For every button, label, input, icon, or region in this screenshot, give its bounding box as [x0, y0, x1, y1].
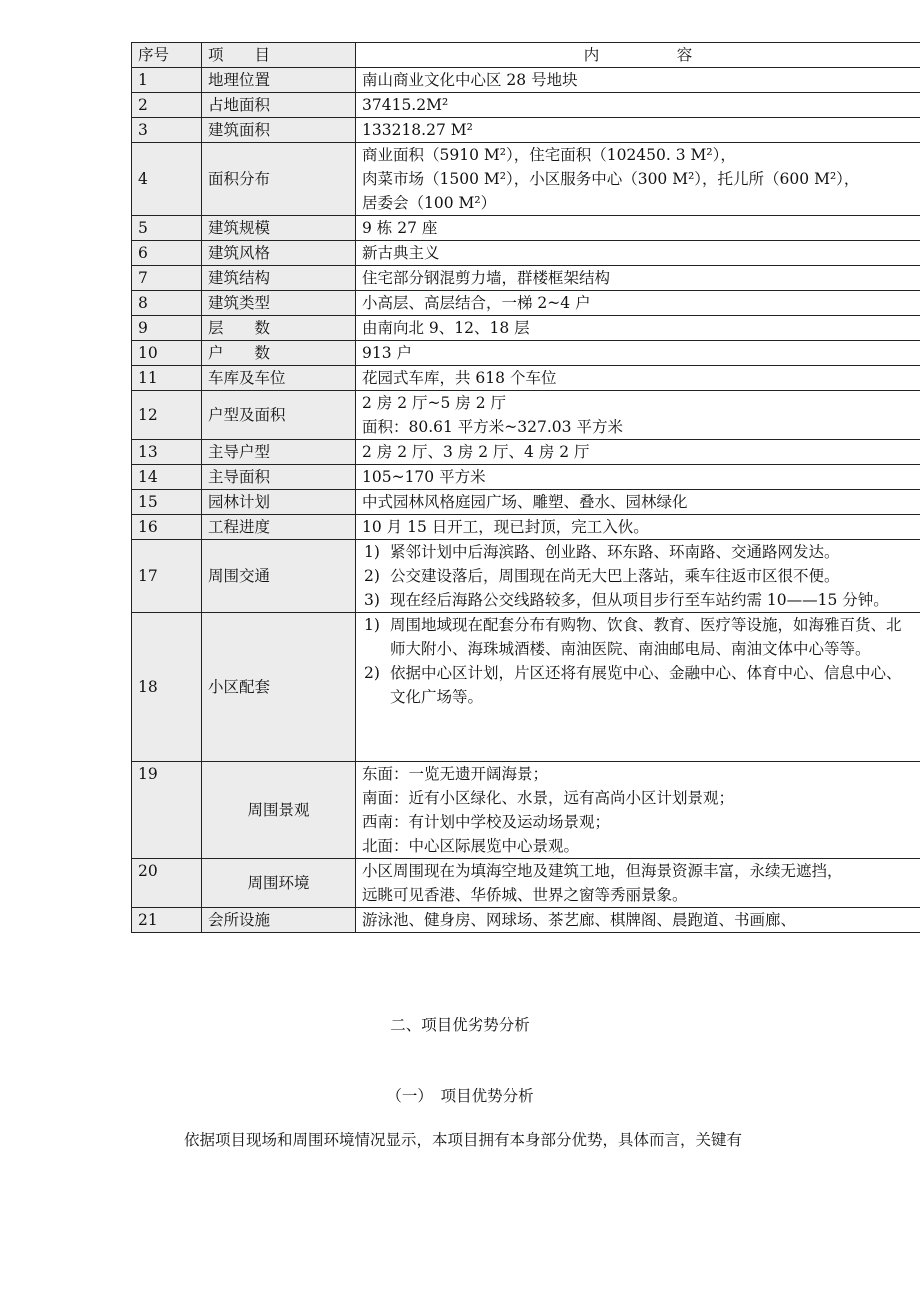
row-number: 6 — [132, 241, 202, 266]
table-row — [132, 540, 920, 613]
row-item: 建筑类型 — [202, 291, 356, 316]
content-cell — [356, 465, 920, 490]
content-line: 南山商业文化中心区 28 号地块 — [362, 71, 578, 89]
row-number: 14 — [132, 465, 202, 490]
content-line: 2 房 2 厅~5 房 2 厅 — [362, 394, 506, 412]
body-paragraph: 依据项目现场和周围环境情况显示，本项目拥有本身部分优势，具体而言，关键有 — [184, 1131, 743, 1149]
row-item: 建筑规模 — [202, 216, 356, 241]
content-cell — [356, 93, 920, 118]
row-item: 主导面积 — [202, 465, 356, 490]
row-item: 面积分布 — [202, 143, 356, 216]
table-row — [132, 316, 920, 341]
row-number: 11 — [132, 366, 202, 391]
content-cell — [356, 515, 920, 540]
content-line: 住宅部分钢混剪力墙，群楼框架结构 — [362, 269, 611, 287]
content-line: 面积：80.61 平方米~327.03 平方米 — [362, 418, 623, 436]
numbered-list — [362, 613, 914, 709]
content-line: 105~170 平方米 — [362, 468, 486, 486]
row-number: 19 — [132, 762, 202, 859]
table-row — [132, 465, 920, 490]
table-row — [132, 68, 920, 93]
table-row — [132, 341, 920, 366]
list-marker: 2) — [364, 664, 380, 682]
table-row — [132, 762, 920, 859]
row-item: 周围交通 — [202, 540, 356, 613]
row-item: 周围景观 — [202, 762, 356, 859]
table-row — [132, 266, 920, 291]
list-item — [362, 564, 914, 588]
content-line: 9 栋 27 座 — [362, 219, 438, 237]
project-spec-table — [131, 42, 920, 933]
table-row — [132, 118, 920, 143]
content-cell — [356, 118, 920, 143]
table-row — [132, 515, 920, 540]
list-item — [362, 588, 914, 612]
content-cell — [356, 316, 920, 341]
content-cell — [356, 341, 920, 366]
row-item: 车库及车位 — [202, 366, 356, 391]
list-marker: 2) — [364, 567, 380, 585]
row-number: 4 — [132, 143, 202, 216]
table-row — [132, 241, 920, 266]
table-row — [132, 440, 920, 465]
row-number: 16 — [132, 515, 202, 540]
list-item — [362, 540, 914, 564]
table-row — [132, 391, 920, 440]
row-number: 5 — [132, 216, 202, 241]
section-subheading: （一） 项目优势分析 — [386, 1087, 534, 1105]
row-item: 建筑结构 — [202, 266, 356, 291]
row-item: 周围环境 — [202, 859, 356, 908]
content-cell — [356, 241, 920, 266]
row-number: 21 — [132, 908, 202, 933]
row-number: 12 — [132, 391, 202, 440]
table-row — [132, 216, 920, 241]
row-item: 工程进度 — [202, 515, 356, 540]
list-text: 紧邻计划中后海滨路、创业路、环东路、环南路、交通路网发达。 — [390, 543, 840, 561]
table-row — [132, 490, 920, 515]
row-item: 户 数 — [202, 341, 356, 366]
row-number: 17 — [132, 540, 202, 613]
content-line: 肉菜市场（1500 M²），小区服务中心（300 M²），托儿所（600 M²）， — [362, 170, 860, 188]
content-line: 10 月 15 日开工，现已封顶，完工入伙。 — [362, 518, 649, 536]
table-row — [132, 613, 920, 762]
row-item: 户型及面积 — [202, 391, 356, 440]
row-item: 地理位置 — [202, 68, 356, 93]
content-line: 913 户 — [362, 344, 413, 362]
content-line: 花园式车库，共 618 个车位 — [362, 369, 557, 387]
row-item: 主导户型 — [202, 440, 356, 465]
content-line: 南面：近有小区绿化、水景，远有高尚小区计划景观； — [362, 789, 735, 807]
list-item — [362, 613, 914, 661]
list-text: 依据中心区计划，片区还将有展览中心、金融中心、体育中心、信息中心、文化广场等。 — [390, 664, 902, 706]
row-number: 13 — [132, 440, 202, 465]
row-item: 建筑面积 — [202, 118, 356, 143]
list-marker: 1) — [364, 543, 380, 561]
header-content: 内 容 — [356, 43, 920, 68]
section-heading: 二、项目优劣势分析 — [390, 1016, 530, 1034]
header-item: 项 目 — [202, 43, 356, 68]
content-line: 中式园林风格庭园广场、雕塑、叠水、园林绿化 — [362, 493, 688, 511]
content-line: 小高层、高层结合，一梯 2~4 户 — [362, 294, 591, 312]
content-cell — [356, 908, 920, 933]
content-cell — [356, 143, 920, 216]
content-line: 小区周围现在为填海空地及建筑工地，但海景资源丰富，永续无遮挡， — [362, 862, 843, 880]
row-number: 9 — [132, 316, 202, 341]
content-line: 东面：一览无遗开阔海景； — [362, 765, 549, 783]
content-line: 游泳池、健身房、网球场、茶艺廊、棋牌阁、晨跑道、书画廊、 — [362, 911, 797, 929]
header-num: 序号 — [132, 43, 202, 68]
row-item: 会所设施 — [202, 908, 356, 933]
list-text: 公交建设落后，周围现在尚无大巴上落站，乘车往返市区很不便。 — [390, 567, 840, 585]
content-line: 商业面积（5910 M²），住宅面积（102450. 3 M²）， — [362, 146, 736, 164]
table-row — [132, 291, 920, 316]
content-cell — [356, 68, 920, 93]
row-item: 占地面积 — [202, 93, 356, 118]
numbered-list — [362, 540, 914, 612]
content-cell — [356, 762, 920, 859]
row-number: 20 — [132, 859, 202, 908]
row-number: 15 — [132, 490, 202, 515]
content-cell — [356, 366, 920, 391]
row-number: 3 — [132, 118, 202, 143]
list-item — [362, 661, 914, 709]
row-item: 园林计划 — [202, 490, 356, 515]
row-item: 层 数 — [202, 316, 356, 341]
content-cell — [356, 859, 920, 908]
row-number: 8 — [132, 291, 202, 316]
content-line: 西南：有计划中学校及运动场景观； — [362, 813, 611, 831]
content-cell — [356, 440, 920, 465]
list-marker: 3) — [364, 591, 380, 609]
content-line: 居委会（100 M²） — [362, 194, 497, 212]
row-number: 2 — [132, 93, 202, 118]
content-line: 2 房 2 厅、3 房 2 厅、4 房 2 厅 — [362, 443, 590, 461]
content-cell — [356, 490, 920, 515]
content-cell — [356, 391, 920, 440]
row-number: 7 — [132, 266, 202, 291]
content-cell — [356, 291, 920, 316]
content-cell — [356, 216, 920, 241]
content-line: 新古典主义 — [362, 244, 440, 262]
list-text: 周围地域现在配套分布有购物、饮食、教育、医疗等设施，如海雅百货、北师大附小、海珠城酒楼、南油医院、南油邮电局、南油文体中心等等。 — [390, 616, 902, 658]
content-cell — [356, 266, 920, 291]
content-line: 由南向北 9、12、18 层 — [362, 319, 530, 337]
list-marker: 1) — [364, 616, 380, 634]
content-line: 远眺可见香港、华侨城、世界之窗等秀丽景象。 — [362, 886, 688, 904]
content-line: 北面：中心区际展览中心景观。 — [362, 837, 580, 855]
table-row — [132, 93, 920, 118]
content-line: 37415.2M² — [362, 96, 449, 114]
table-row — [132, 366, 920, 391]
table-row — [132, 908, 920, 933]
table-header-row — [132, 43, 920, 68]
list-text: 现在经后海路公交线路较多，但从项目步行至车站约需 10——15 分钟。 — [390, 591, 889, 609]
content-line: 133218.27 M² — [362, 121, 473, 139]
row-number: 18 — [132, 613, 202, 762]
content-cell — [356, 613, 920, 762]
row-item: 建筑风格 — [202, 241, 356, 266]
table-row — [132, 859, 920, 908]
row-number: 1 — [132, 68, 202, 93]
table-row — [132, 143, 920, 216]
row-number: 10 — [132, 341, 202, 366]
content-cell — [356, 540, 920, 613]
row-item: 小区配套 — [202, 613, 356, 762]
